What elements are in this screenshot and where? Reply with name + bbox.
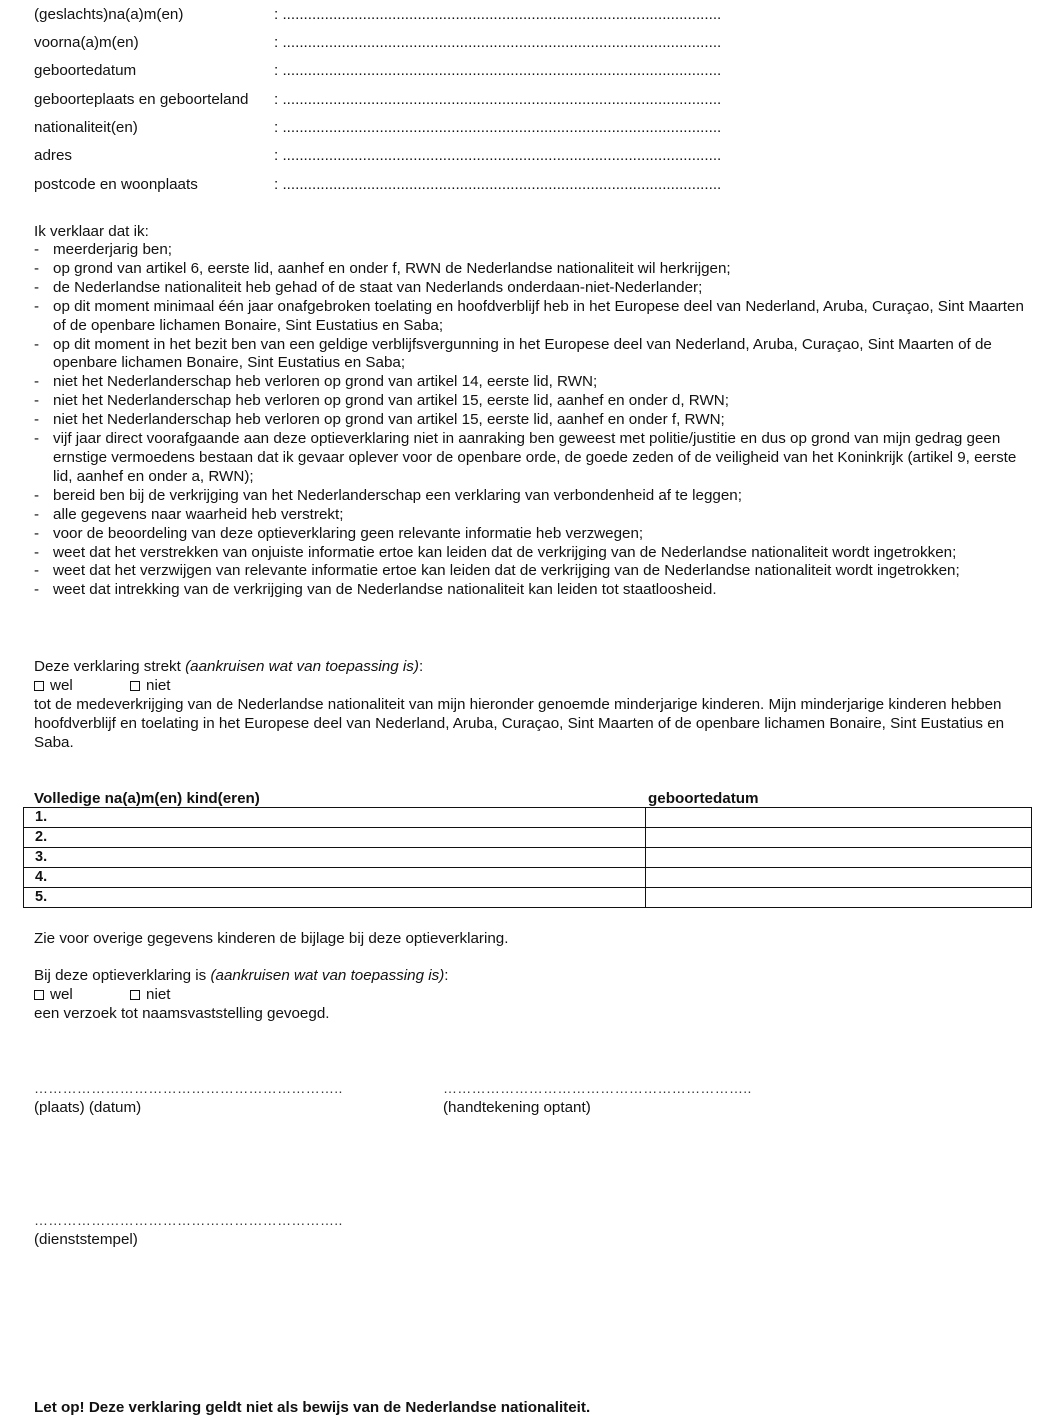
field-given-names[interactable]: [34, 33, 814, 55]
row-number: 2.: [35, 829, 48, 845]
dash-bullet: -: [34, 297, 40, 315]
dash-bullet: -: [34, 241, 40, 258]
declaration-text: meerderjarig ben;: [53, 241, 173, 258]
declaration-intro: Ik verklaar dat ik:: [34, 223, 149, 240]
field-label: geboorteplaats en geboorteland: [34, 91, 249, 108]
declaration-item: [34, 260, 1034, 279]
table-row: [24, 888, 1032, 908]
child-birthdate-cell[interactable]: [646, 808, 1032, 828]
checkbox-icon[interactable]: [34, 681, 44, 691]
place-date-label: (plaats) (datum): [34, 1099, 142, 1116]
child-name-cell[interactable]: [24, 828, 646, 848]
extension-hint: (aankruisen wat van toepassing is): [185, 658, 419, 675]
dash-bullet: -: [34, 278, 40, 296]
extension-checkbox-niet[interactable]: [130, 676, 171, 695]
field-input-line[interactable]: : ........................................................................................................: [274, 62, 722, 79]
field-input-line[interactable]: : ........................................................................................................: [274, 91, 722, 108]
name-request-checkbox-niet[interactable]: [130, 985, 171, 1004]
declaration-text: weet dat het verstrekken van onjuiste informatie ertoe kan leiden dat de verkrijging van de Nederlandse nationaliteit wordt ingetrokken;: [53, 543, 957, 561]
checkbox-icon[interactable]: [130, 681, 140, 691]
declaration-item: [34, 487, 1034, 506]
table-row: [24, 848, 1032, 868]
row-number: 4.: [35, 869, 48, 885]
field-birth-date[interactable]: [34, 61, 814, 83]
field-label: adres: [34, 147, 72, 164]
children-col-name-header: Volledige na(a)m(en) kind(eren): [34, 790, 260, 807]
dash-bullet: -: [34, 335, 40, 353]
declaration-item: [34, 430, 1034, 487]
declaration-item: [34, 506, 1034, 525]
checkbox-label: wel: [50, 677, 73, 694]
dash-bullet: -: [34, 373, 40, 391]
stamp-label: (dienststempel): [34, 1231, 138, 1248]
name-request-colon: :: [444, 967, 449, 984]
declaration-item: [34, 279, 1034, 298]
declaration-item: [34, 525, 1034, 544]
extension-checkbox-wel[interactable]: [34, 676, 73, 695]
declaration-text: weet dat intrekking van de verkrijging van de Nederlandse nationaliteit kan leiden tot staatloosheid.: [53, 581, 717, 599]
field-input-line[interactable]: : ........................................................................................................: [274, 176, 722, 193]
declaration-text: vijf jaar direct voorafgaande aan deze optieverklaring niet in aanraking ben geweest met politie/justitie en dus op grond van mijn gedrag geen ernstige vermoedens bestaan dat ik gevaar oplever voor de openbare orde, de goede zeden of de veiligheid van het Koninkrijk (artikel 9, eerste lid, aanhef en onder a, RWN);: [53, 430, 1017, 485]
dash-bullet: -: [34, 392, 40, 410]
declaration-item: [34, 581, 1034, 600]
checkbox-label: niet: [146, 677, 171, 694]
field-input-line[interactable]: : ........................................................................................................: [274, 34, 722, 51]
child-birthdate-cell[interactable]: [646, 848, 1032, 868]
declaration-text: op dit moment minimaal één jaar onafgebroken toelating en hoofdverblijf heb in het Europese deel van Nederland, Aruba, Curaçao, Sint Maarten of de openbare lichamen Bonaire, Sint Eustatius en Saba;: [53, 297, 1024, 334]
dash-bullet: -: [34, 581, 40, 599]
child-name-cell[interactable]: [24, 808, 646, 828]
declaration-text: alle gegevens naar waarheid heb verstrekt;: [53, 505, 344, 523]
declaration-item: [34, 392, 1034, 411]
declaration-text: niet het Nederlanderschap heb verloren op grond van artikel 15, eerste lid, aanhef en onder f, RWN;: [53, 411, 725, 429]
extension-colon: :: [418, 658, 424, 675]
declaration-text: bereid ben bij de verkrijging van het Nederlanderschap een verklaring van verbondenheid af te leggen;: [53, 486, 742, 504]
table-row: [24, 828, 1032, 848]
table-row: [24, 808, 1032, 828]
field-input-line[interactable]: : ........................................................................................................: [274, 119, 722, 136]
declaration-text: op dit moment in het bezit ben van een geldige verblijfsvergunning in het Europese deel van Nederland, Aruba, Curaçao, Sint Maarten of de openbare lichamen Bonaire, Sint Eustatius en Saba;: [53, 335, 992, 372]
field-label: postcode en woonplaats: [34, 176, 198, 193]
declaration-text: weet dat het verzwijgen van relevante informatie ertoe kan leiden dat de verkrijging van de Nederlandse nationaliteit wordt ingetrokken;: [53, 562, 960, 580]
signature-label: (handtekening optant): [443, 1099, 591, 1116]
extension-options: [34, 676, 334, 695]
field-birth-place[interactable]: [34, 90, 814, 112]
child-name-cell[interactable]: [24, 888, 646, 908]
name-request-lead: Bij deze optieverklaring is: [34, 967, 211, 984]
declaration-text: de Nederlandse nationaliteit heb gehad of de staat van Nederlands onderdaan-niet-Nederlander;: [53, 278, 703, 296]
name-request-body: een verzoek tot naamsvaststelling gevoegd.: [34, 1005, 330, 1022]
name-request-checkbox-wel[interactable]: [34, 985, 73, 1004]
checkbox-icon[interactable]: [130, 990, 140, 1000]
row-number: 1.: [35, 809, 48, 825]
table-row: [24, 868, 1032, 888]
child-name-cell[interactable]: [24, 848, 646, 868]
field-input-line[interactable]: : ........................................................................................................: [274, 147, 722, 164]
declaration-list: [34, 241, 1034, 600]
stamp-line[interactable]: ………………………………………………………..: [34, 1212, 343, 1228]
checkbox-label: wel: [50, 986, 73, 1003]
dash-bullet: -: [34, 430, 40, 448]
field-postcode-city[interactable]: [34, 175, 814, 197]
declaration-text: niet het Nederlanderschap heb verloren op grond van artikel 14, eerste lid, RWN;: [53, 373, 598, 391]
field-label: nationaliteit(en): [34, 119, 138, 136]
declaration-text: op grond van artikel 6, eerste lid, aanhef en onder f, RWN de Nederlandse nationaliteit wil herkrijgen;: [53, 259, 731, 277]
checkbox-icon[interactable]: [34, 990, 44, 1000]
row-number: 5.: [35, 889, 48, 905]
dash-bullet: -: [34, 543, 40, 561]
child-birthdate-cell[interactable]: [646, 828, 1032, 848]
place-date-line[interactable]: ………………………………………………………..: [34, 1080, 343, 1096]
footer-warning: Let op! Deze verklaring geldt niet als bewijs van de Nederlandse nationaliteit.: [34, 1399, 591, 1416]
dash-bullet: -: [34, 259, 40, 277]
declaration-item: [34, 411, 1034, 430]
declaration-item: [34, 562, 1034, 581]
declaration-item: [34, 373, 1034, 392]
field-label: voorna(a)m(en): [34, 34, 139, 51]
declaration-item: [34, 241, 1034, 260]
field-address[interactable]: [34, 146, 814, 168]
dash-bullet: -: [34, 486, 40, 504]
declaration-item: [34, 336, 1034, 374]
children-table: [23, 807, 1032, 908]
dash-bullet: -: [34, 411, 40, 429]
row-number: 3.: [35, 849, 48, 865]
declaration-item: [34, 544, 1034, 563]
field-label: geboortedatum: [34, 62, 137, 79]
extension-body: tot de medeverkrijging van de Nederlandse nationaliteit van mijn hieronder genoemde minderjarige kinderen. Mijn minderjarige kinderen hebben hoofdverblijf en toelating in het Europese deel van Nederland, Aruba, Curaçao, Sint Maarten of de openbare lichamen Bonaire, Sint Eustatius en Saba.: [34, 696, 1005, 751]
appendix-note: Zie voor overige gegevens kinderen de bijlage bij deze optieverklaring.: [34, 930, 509, 947]
name-request-options: [34, 985, 334, 1004]
declaration-text: niet het Nederlanderschap heb verloren op grond van artikel 15, eerste lid, aanhef en onder d, RWN;: [53, 392, 729, 410]
dash-bullet: -: [34, 562, 40, 580]
field-surname[interactable]: [34, 5, 814, 27]
child-birthdate-cell[interactable]: [646, 888, 1032, 908]
extension-question: [34, 657, 1034, 676]
signature-line[interactable]: ………………………………………………………..: [443, 1080, 752, 1096]
dash-bullet: -: [34, 524, 40, 542]
name-request-hint: (aankruisen wat van toepassing is): [210, 967, 445, 984]
extension-lead: Deze verklaring strekt: [34, 658, 186, 675]
field-input-line[interactable]: : ........................................................................................................: [274, 6, 722, 23]
declaration-text: voor de beoordeling van deze optieverklaring geen relevante informatie heb verzwegen;: [53, 524, 644, 542]
field-label: (geslachts)na(a)m(en): [34, 6, 184, 23]
dash-bullet: -: [34, 505, 40, 523]
child-birthdate-cell[interactable]: [646, 868, 1032, 888]
checkbox-label: niet: [146, 986, 171, 1003]
declaration-item: [34, 298, 1034, 336]
child-name-cell[interactable]: [24, 868, 646, 888]
name-request-question: [34, 966, 1034, 985]
children-col-date-header: geboortedatum: [648, 790, 759, 807]
field-nationality[interactable]: [34, 118, 814, 140]
